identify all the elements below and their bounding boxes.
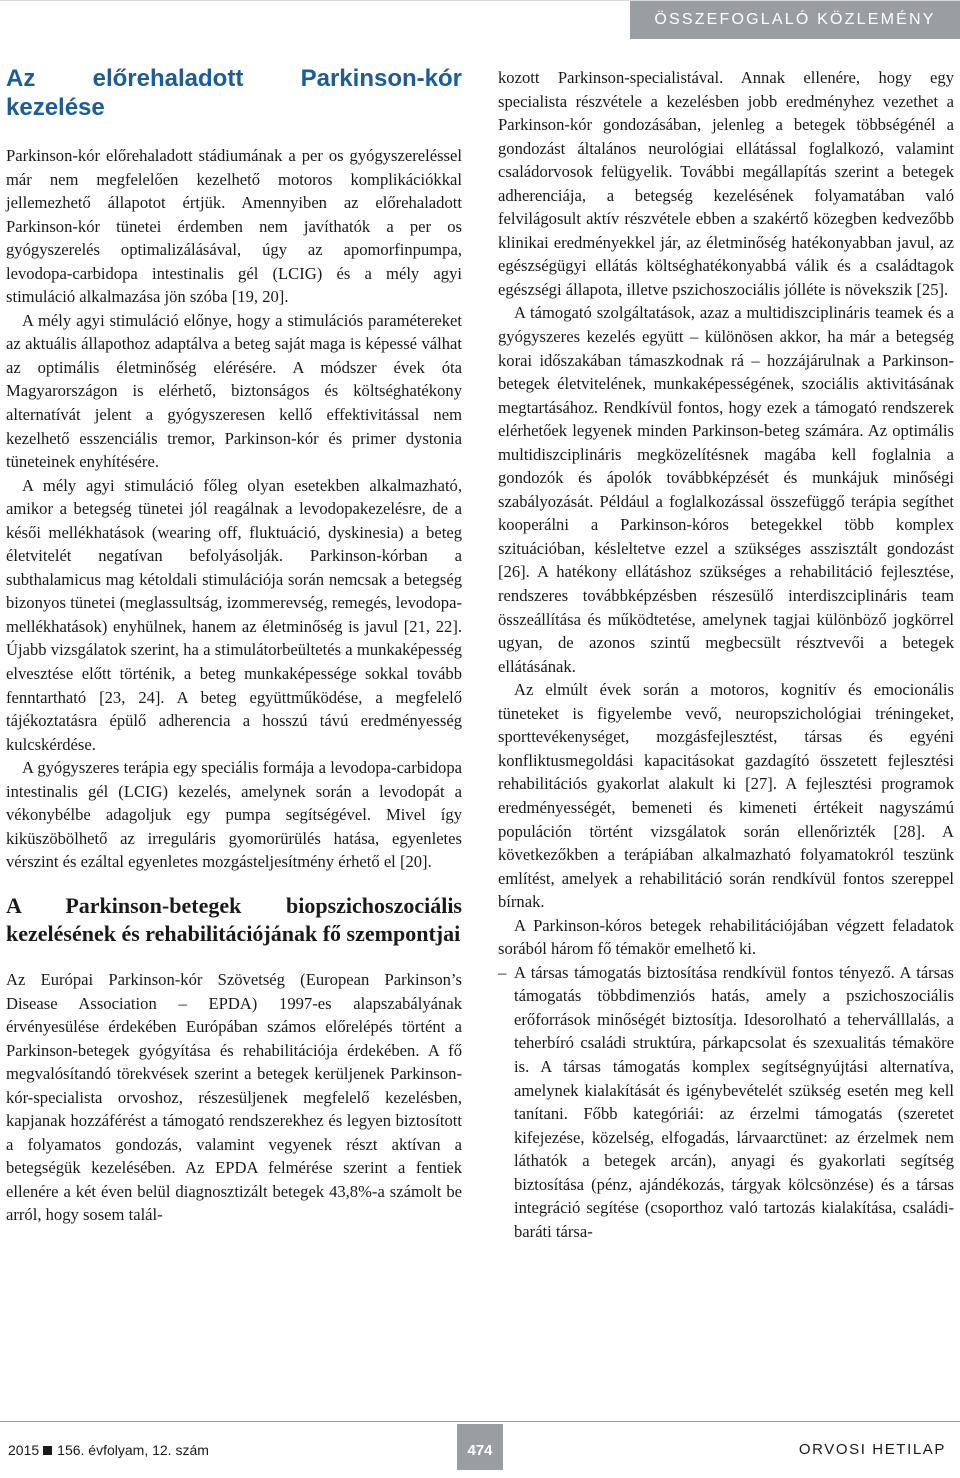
paragraph: Az Európai Parkinson-kór Szövetség (European Parkinson’s Disease Association – EPDA) 1997-es alapszabályának érvényesülése érdekében Európában számos előrelépés történt a Parkinson-betegek gyógyítása és rehabilitációja érdekében. A fő megvalósítandó törekvések szerint a betegek kerüljenek Parkinson-kór-specialista orvoshoz, részesüljenek megfelelő kezelésben, kapjanak hozzáférést a támogató rendszerekhez és legyen biztosított a folyamatos gondozás, valamint vegyenek részt aktívan a betegségük kezelésében. Az EPDA felmérése szerint a fentiek ellenére a két éven belül diagnosztizált betegek 43,8%-a számolt be arról, hogy sosem talál- xyxy=(6,969,462,1225)
square-bullet-icon xyxy=(43,1446,52,1455)
section-heading-advanced-parkinson: Az előrehaladott Parkinson-kór kezelése xyxy=(6,65,462,121)
list-dash: – xyxy=(498,962,507,982)
section-heading-biopsychosocial: A Parkinson-betegek biopszichoszociális kezelésének és rehabilitációjának fő szempontjai xyxy=(6,892,462,946)
list-item xyxy=(498,961,954,1244)
list-item-text: A társas támogatás biztosítása rendkívül fontos tényező. A társas támogatás többdimenziós hatás, amely a pszichoszociális erőforrások minőségét biztosítja. Idesorolható a teherválllalás, a teherbíró családi struktúra, párkapcsolat és szexualitás témaköre is. A társas támogatás komplex segítségnyújtási alternatíva, amelynek kialakítását és igénybevételét szükség esetén meg kell tanítani. Főbb kategóriái: az érzelmi támogatás (szeretet kifejezése, közelség, elfogadás, lárvaarctünet: az érzelmek nem láthatók a betegek arcán), anyagi és gyakorlati segítség biztosítása (pénz, ajándékozás, tárgyak kölcsönzése) és a társas integráció segítése (csoporthoz való tartozás kialakítása, családi-baráti társa- xyxy=(514,962,954,1241)
header-band xyxy=(0,0,960,39)
right-column xyxy=(498,66,954,1243)
paragraph: A gyógyszeres terápia egy speciális formája a levodopa-carbidopa intestinalis gél (LCIG) kezelés, amelynek során a levodopát a vékonybélbe adagoljuk egy pumpa segítségével. Mivel így kiküszöbölhető az irreguláris gyomorürülés hatása, egyenletes vérszint és ezáltal egyenletes mozgásteljesítmény érhető el [20]. xyxy=(6,758,462,872)
footer-divider xyxy=(0,1421,960,1422)
footer-year: 2015 xyxy=(8,1442,40,1458)
left-column xyxy=(6,64,462,1227)
section-label: ÖSSZEFOGLALÓ KÖZLEMÉNY xyxy=(630,1,960,39)
paragraph: A mély agyi stimuláció előnye, hogy a stimulációs paramétereket az aktuális állapothoz adaptálva a beteg saját maga is képessé válhat az optimális életminőség elérésére. A módszer évek óta Magyarországon is elérhető, biztonságos és költséghatékony alternatívát jelent a gyógyszeresen kellő effektivitással nem kezelhető esszenciális tremor, Parkinson-kór és primer dystonia tüneteinek enyhítésére. xyxy=(6,310,462,472)
journal-name: ORVOSI HETILAP xyxy=(798,1441,946,1458)
footer-issue-info xyxy=(8,1442,209,1458)
paragraph: A Parkinson-kóros betegek rehabilitációjában végzett feladatok sorából három fő témakör emelhető ki. xyxy=(498,915,954,959)
footer-volume: 156. évfolyam, 12. szám xyxy=(57,1442,209,1458)
paragraph: kozott Parkinson-specialistával. Annak ellenére, hogy egy specialista részvétele a kezelésben jobb eredményhez vezethet a Parkinson-kór gondozásában, jelenleg a betegek többségénél a gondozást általános neurológiai ellátással foglalkozó, valamint családorvosok felügyelik. További megállapítás szerint a betegek adherenciája, a betegség kezelésének folyamatában való felvilágosult aktív részvétele ebben a szakértő közegben kedvezőbb klinikai eredményekkel jár, az életminőség hatékonyabban javul, az egészségügyi ellátás költséghatékonyabbá válik és a családtagok egészségi állapota, illetve pszichoszociális jólléte is növekszik [25]. xyxy=(498,68,954,299)
topic-list xyxy=(498,961,954,1244)
page-number: 474 xyxy=(457,1424,503,1470)
paragraph: Az elmúlt évek során a motoros, kognitív és emocionális tüneteket is figyelembe vevő, neuropszichológiai tréningeket, sporttevékenységet, mozgásfejlesztést, társas és egyéni konfliktusmegoldási kapacitásokat gazdagító összetett fejlesztési rehabilitációs gyakorlat alakult ki [27]. A fejlesztési programok eredményességét, bemeneti és kimeneti értékeit nagyszámú populáción történt vizsgálatok során ellenőrizték [28]. A következőkben a terápiában alkalmazható folyamatokról teszünk említést, amelyek a rehabilitáció során rendkívül fontos szereppel bírnak. xyxy=(498,680,954,912)
paragraph: A mély agyi stimuláció főleg olyan esetekben alkalmazható, amikor a betegség tünetei jól reagálnak a levodopakezelésre, de a késői mellékhatások (wearing off, fluktuáció, dyskinesia) a beteg életvitelét negatívan befolyásolják. Parkinson-kórban a subthalamicus mag kétoldali stimulációja során nemcsak a betegség bizonyos tünetei (meglassultság, izommerevség, remegés, levodopa-mellékhatások) enyhülnek, hanem az életminőség is javul [21, 22]. Újabb vizsgálatok szerint, ha a stimulátorbeültetés a munkaképesség elvesztése előtt történik, a beteg munkaképessége sokkal tovább fenntartható [23, 24]. A beteg együttműködése, a megfelelő tájékoztatásra épülő adherencia a hosszú távú eredményesség kulcskérdése. xyxy=(6,475,462,754)
paragraph: A támogató szolgáltatások, azaz a multidiszciplináris teamek és a gyógyszeres kezelés együtt – különösen akkor, ha már a betegség korai időszakában támaszkodnak rá – hozzájárulnak a Parkinson-betegek életvitelének, munkaképességének, szociális aktivitásának megtartásához. Rendkívül fontos, hogy ezek a támogató rendszerek elérhetőek legyenek minden Parkinson-beteg számára. Az optimális multidiszciplináris megközelítésnek magába kell foglalnia a gondozók és ápolók továbbképzését és munkájuk minőségi szabályozását. Például a foglalkozással összefüggő terápia segíthet kooperálni a Parkinson-kóros betegekkel több komplex szituációban, késleltetve ezzel a szükséges asszisztált gondozást [26]. A hatékony ellátáshoz szükséges a rehabilitáció fejlesztése, rendszeres továbbképzésben részesülő interdiszciplináris team összeállítása és működtetése, amelynek tagjai különböző jogkörrel ugyan, de azonos szintű megbecsült résztvevői a betegek ellátásának. xyxy=(498,303,954,676)
paragraph: Parkinson-kór előrehaladott stádiumának a per os gyógyszereléssel már nem megfelelően kezelhető motoros komplikációkkal jellemezhető állapotot értjük. Amennyiben az előrehaladott Parkinson-kór tünetei érdemben nem javíthatók a per os gyógyszerelés optimalizálásával, úgy az apomorfinpumpa, levodopa-carbidopa intestinalis gél (LCIG) és a mély agyi stimuláció alkalmazása jön szóba [19, 20]. xyxy=(6,146,462,307)
